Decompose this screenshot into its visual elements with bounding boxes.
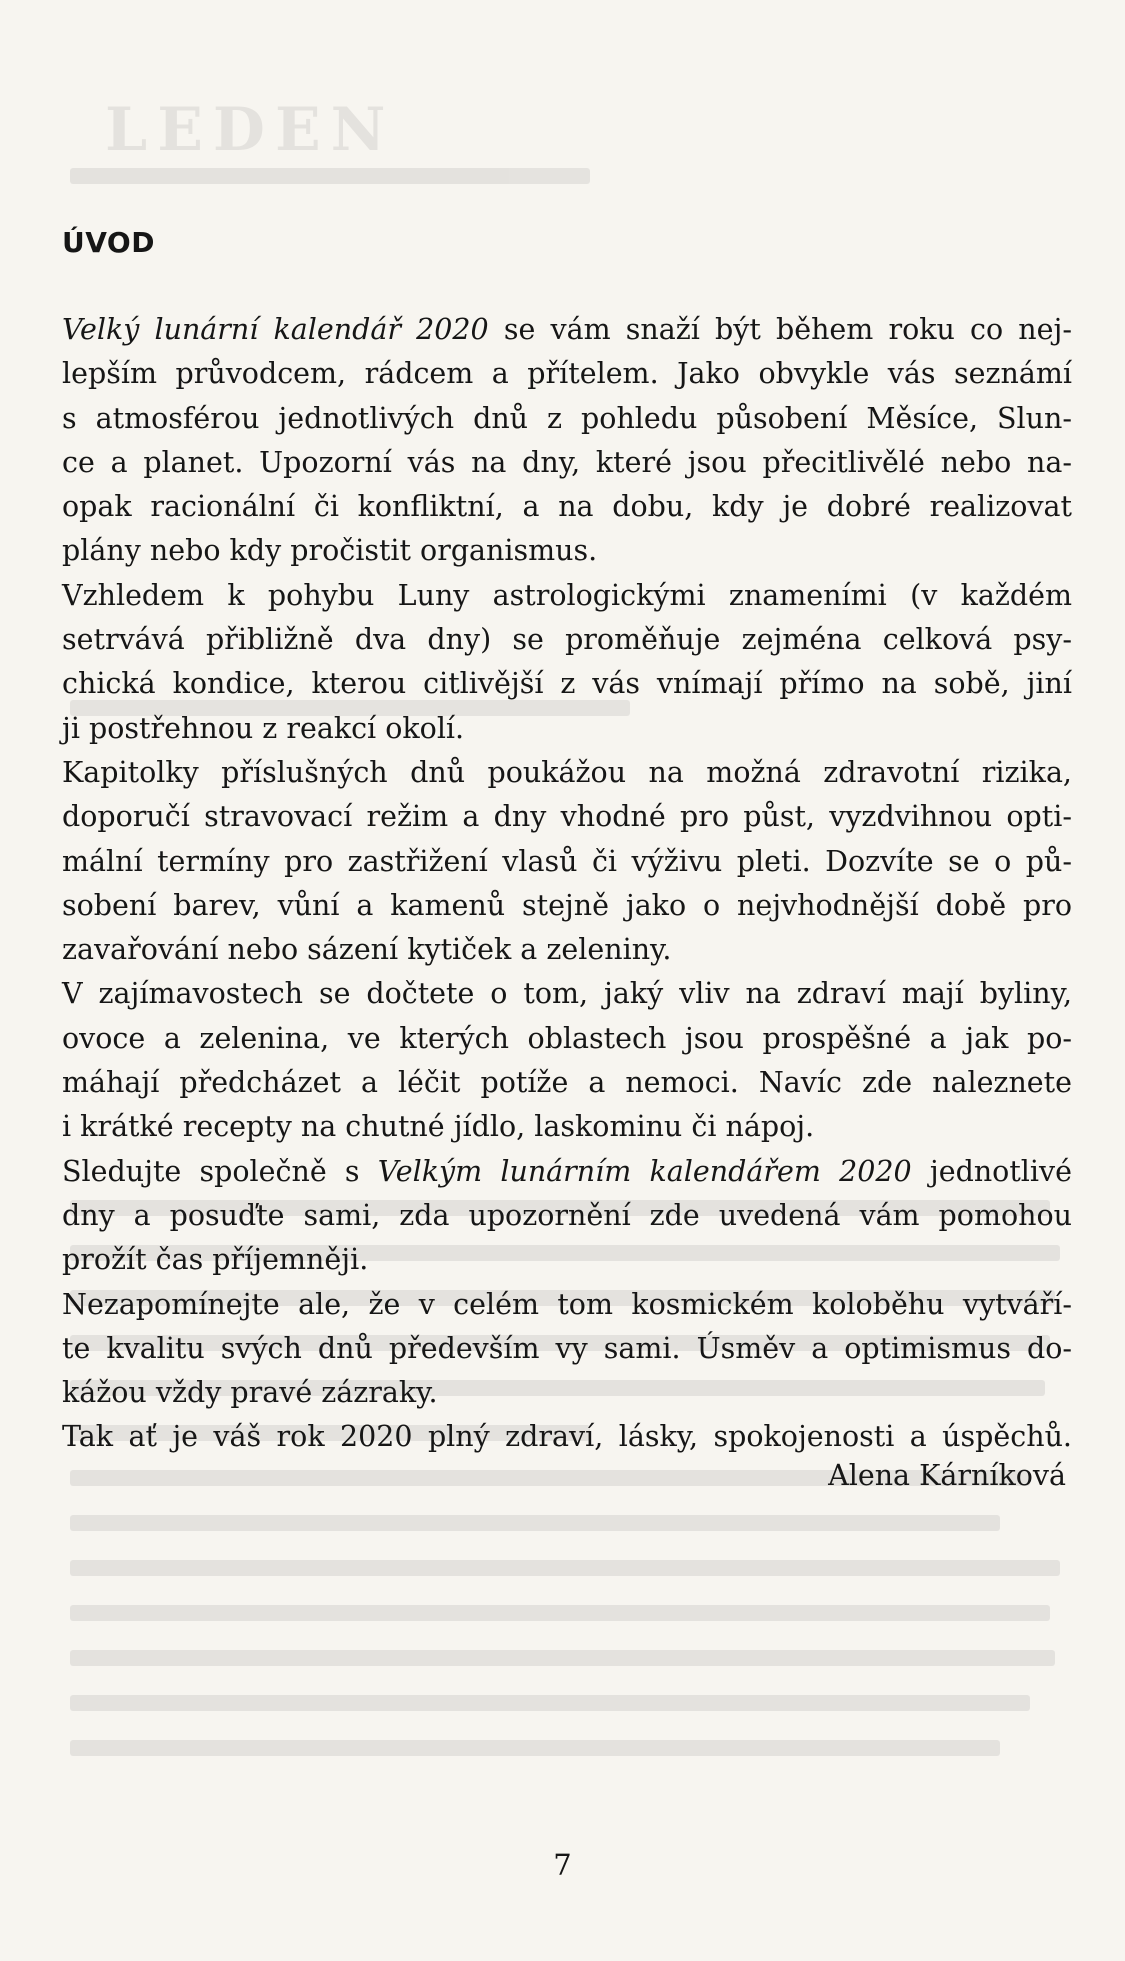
text-line: dny a posuďte sami, zda upozornění zde uvedená vám pomohou bbox=[62, 1198, 1072, 1232]
author-signature: Alena Kárníková bbox=[828, 1459, 1066, 1492]
text-line: kážou vždy pravé zázraky. bbox=[62, 1376, 438, 1410]
text-line-rest: jednotlivé bbox=[911, 1154, 1072, 1188]
book-title-italic: Velkým lunárním kalendářem 2020 bbox=[377, 1154, 912, 1188]
text-line: máhají předcházet a léčit potíže a nemoci. Navíc zde naleznete bbox=[62, 1066, 1072, 1100]
page-number: 7 bbox=[553, 1848, 572, 1882]
text-line: ji postřehnou z reakcí okolí. bbox=[62, 711, 465, 745]
text-line: Vzhledem k pohybu Luny astrologickými znameními (v každém bbox=[62, 578, 1072, 612]
text-line: i krátké recepty na chutné jídlo, laskominu či nápoj. bbox=[62, 1110, 815, 1144]
text-line: te kvalitu svých dnů především vy sami. Úsměv a optimismus do- bbox=[62, 1331, 1072, 1365]
text-line: plány nebo kdy pročistit organismus. bbox=[62, 534, 598, 568]
text-line: Nezapomínejte ale, že v celém tom kosmickém koloběhu vytváří- bbox=[62, 1287, 1072, 1321]
book-title-italic: Velký lunární kalendář 2020 bbox=[62, 313, 489, 346]
text-line: lepším průvodcem, rádcem a přítelem. Jako obvykle vás seznámí bbox=[62, 357, 1072, 391]
section-heading: ÚVOD bbox=[62, 226, 155, 259]
text-line: s atmosférou jednotlivých dnů z pohledu působení Měsíce, Slun- bbox=[62, 401, 1072, 435]
text-line-start: Sledujte společně s bbox=[62, 1154, 378, 1188]
text-line: chická kondice, kterou citlivější z vás vnímají přímo na sobě, jiní bbox=[62, 667, 1072, 701]
text-line: V zajímavostech se dočtete o tom, jaký vliv na zdraví mají byliny, bbox=[62, 977, 1072, 1011]
text-line: prožít čas příjemněji. bbox=[62, 1243, 369, 1277]
text-line: Tak ať je váš rok 2020 plný zdraví, lásky, spokojenosti a úspěchů. bbox=[62, 1420, 1072, 1454]
text-line: ovoce a zelenina, ve kterých oblastech jsou prospěšné a jak po- bbox=[62, 1021, 1072, 1055]
text-line bbox=[62, 308, 1072, 352]
text-line: ce a planet. Upozorní vás na dny, které jsou přecitlivělé nebo na- bbox=[62, 445, 1072, 479]
text-line: doporučí stravovací režim a dny vhodné pro půst, vyzdvihnou opti- bbox=[62, 800, 1072, 834]
text-line: setrvává přibližně dva dny) se proměňuje zejména celková psy- bbox=[62, 623, 1072, 657]
text-line-rest: se vám snaží být během roku co nej- bbox=[488, 313, 1072, 346]
text-line: mální termíny pro zastřižení vlasů či výživu pleti. Dozvíte se o pů- bbox=[62, 844, 1072, 878]
intro-text bbox=[62, 308, 1072, 1460]
text-line: zavařování nebo sázení kytiček a zeleniny. bbox=[62, 933, 672, 967]
text-line: Kapitolky příslušných dnů poukážou na možná zdravotní rizika, bbox=[62, 755, 1072, 789]
show-through-from-reverse-page: LEDEN bbox=[0, 0, 1125, 1961]
text-line: opak racionální či konfliktní, a na dobu, kdy je dobré realizovat bbox=[62, 490, 1072, 524]
text-line: sobení barev, vůní a kamenů stejně jako o nejvhodnější době pro bbox=[62, 888, 1072, 922]
text-line bbox=[62, 1150, 1072, 1194]
